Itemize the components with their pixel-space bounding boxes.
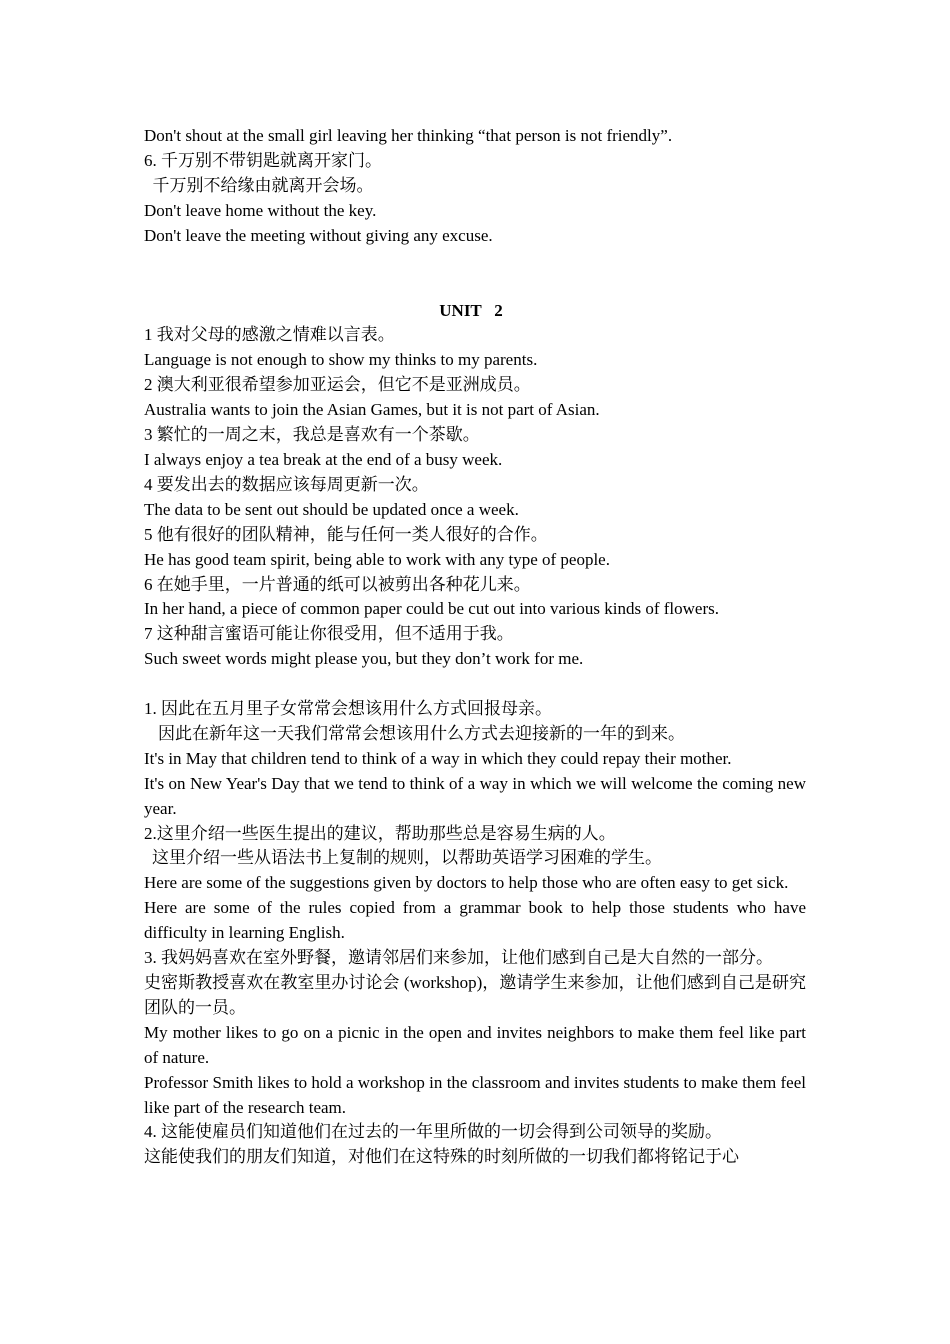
chinese-sentence: 3 繁忙的一周之末，我总是喜欢有一个茶歇。 [144, 425, 480, 445]
english-sentence: Australia wants to join the Asian Games, but it is not part of Asian. [144, 400, 600, 420]
chinese-sentence: 2 澳大利亚很希望参加亚运会，但它不是亚洲成员。 [144, 375, 531, 395]
english-sentence: Language is not enough to show my thinks to my parents. [144, 350, 538, 370]
exercise-prompt: 这里介绍一些从语法书上复制的规则，以帮助英语学习困难的学生。 [152, 848, 662, 868]
exercise-answer: It's in May that children tend to think of a way in which they could repay their mother. [144, 748, 732, 768]
text-line: Don't leave home without the key. [144, 200, 377, 220]
chinese-sentence: 5 他有很好的团队精神，能与任何一类人很好的合作。 [144, 524, 548, 544]
top-section [144, 124, 806, 249]
exercise-prompt: 4. 这能使雇员们知道他们在过去的一年里所做的一切会得到公司领导的奖励。 [144, 1122, 722, 1142]
chinese-sentence: 4 要发出去的数据应该每周更新一次。 [144, 474, 429, 494]
exercise-prompt: 这能使我们的朋友们知道，对他们在这特殊的时刻所做的一切我们都将铭记于心 [144, 1147, 739, 1167]
exercise-answer: Here are some of the suggestions given by doctors to help those who are often easy to get sick. [144, 873, 789, 893]
text-line: Don't shout at the small girl leaving her thinking “that person is not friendly”. [144, 126, 673, 145]
text-line: 6. 千万别不带钥匙就离开家门。 [144, 150, 382, 170]
english-sentence: I always enjoy a tea break at the end of a busy week. [144, 449, 503, 469]
section-gap [144, 672, 806, 697]
chinese-sentence: 1 我对父母的感激之情难以言表。 [144, 325, 395, 345]
unit2-pairs [144, 323, 806, 672]
exercise-prompt: 2.这里介绍一些医生提出的建议，帮助那些总是容易生病的人。 [144, 823, 616, 843]
document-page [144, 124, 811, 1170]
chinese-sentence: 6 在她手里，一片普通的纸可以被剪出各种花儿来。 [144, 574, 531, 594]
exercise-answer: It's on New Year's Day that we tend to think of a way in which we will welcome the coming new year. [144, 773, 811, 818]
section-gap [144, 249, 806, 299]
exercise-prompt: 3. 我妈妈喜欢在室外野餐，邀请邻居们来参加，让他们感到自己是大自然的一部分。 [144, 948, 773, 968]
exercise-answer: Professor Smith likes to hold a workshop in the classroom and invites students to make them feel like part of the research team. [144, 1072, 811, 1117]
exercise-answer: My mother likes to go on a picnic in the open and invites neighbors to make them feel like part of nature. [144, 1022, 811, 1067]
exercise-answer: Here are some of the rules copied from a grammar book to help those students who have difficulty in learning English. [144, 898, 811, 943]
chinese-sentence: 7 这种甜言蜜语可能让你很受用，但不适用于我。 [144, 624, 514, 644]
exercise-prompt: 1. 因此在五月里子女常常会想该用什么方式回报母亲。 [144, 699, 552, 719]
text-line: Don't leave the meeting without giving any excuse. [144, 225, 493, 245]
exercise-prompt: 史密斯教授喜欢在教室里办讨论会 (workshop)，邀请学生来参加，让他们感到自己是研究团队的一员。 [144, 972, 806, 1017]
exercise-section [144, 697, 811, 1170]
text-line: 千万别不给缘由就离开会场。 [144, 175, 374, 195]
english-sentence: The data to be sent out should be updated once a week. [144, 499, 519, 519]
english-sentence: In her hand, a piece of common paper could be cut out into various kinds of flowers. [144, 599, 720, 619]
exercise-prompt: 因此在新年这一天我们常常会想该用什么方式去迎接新的一年的到来。 [158, 723, 685, 743]
english-sentence: Such sweet words might please you, but they don’t work for me. [144, 649, 584, 669]
unit-title: UNIT 2 [439, 300, 503, 320]
english-sentence: He has good team spirit, being able to work with any type of people. [144, 549, 610, 569]
